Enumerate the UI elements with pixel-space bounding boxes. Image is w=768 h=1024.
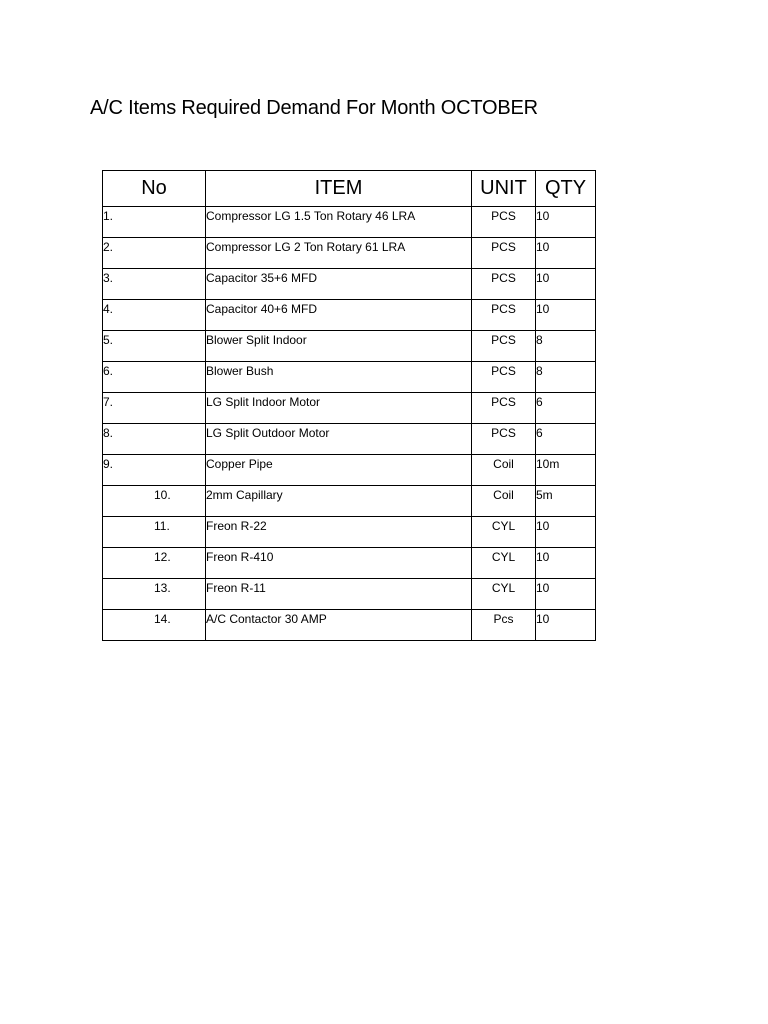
row-item: Compressor LG 2 Ton Rotary 61 LRA <box>206 238 472 269</box>
table-row <box>103 331 596 362</box>
table-row <box>103 207 596 238</box>
row-item: Freon R-410 <box>206 548 472 579</box>
row-qty: 10 <box>536 300 596 331</box>
row-item: Blower Bush <box>206 362 472 393</box>
row-item: Freon R-11 <box>206 579 472 610</box>
table-row <box>103 579 596 610</box>
document-title: A/C Items Required Demand For Month OCTOBER <box>90 97 538 119</box>
table-row <box>103 424 596 455</box>
row-unit: PCS <box>472 424 536 455</box>
row-item: Capacitor 35+6 MFD <box>206 269 472 300</box>
row-qty: 10 <box>536 238 596 269</box>
row-qty: 8 <box>536 331 596 362</box>
row-no: 10. <box>103 486 206 517</box>
row-qty: 10 <box>536 207 596 238</box>
row-no: 8. <box>103 424 206 455</box>
row-no: 3. <box>103 269 206 300</box>
table-row <box>103 300 596 331</box>
header-no: No <box>103 171 206 207</box>
row-unit: PCS <box>472 331 536 362</box>
table-row <box>103 393 596 424</box>
row-no: 1. <box>103 207 206 238</box>
row-item: Compressor LG 1.5 Ton Rotary 46 LRA <box>206 207 472 238</box>
row-no: 5. <box>103 331 206 362</box>
row-no: 11. <box>103 517 206 548</box>
row-no: 2. <box>103 238 206 269</box>
row-no: 7. <box>103 393 206 424</box>
items-table <box>102 170 596 641</box>
table-row <box>103 238 596 269</box>
row-qty: 10 <box>536 269 596 300</box>
row-qty: 10 <box>536 548 596 579</box>
header-item: ITEM <box>206 171 472 207</box>
row-qty: 8 <box>536 362 596 393</box>
row-unit: PCS <box>472 269 536 300</box>
row-no: 14. <box>103 610 206 641</box>
row-qty: 6 <box>536 424 596 455</box>
row-unit: Coil <box>472 486 536 517</box>
row-item: Freon R-22 <box>206 517 472 548</box>
table-row <box>103 486 596 517</box>
row-item: Capacitor 40+6 MFD <box>206 300 472 331</box>
row-item: 2mm Capillary <box>206 486 472 517</box>
table-row <box>103 362 596 393</box>
row-no: 12. <box>103 548 206 579</box>
row-no: 9. <box>103 455 206 486</box>
table-row <box>103 548 596 579</box>
row-qty: 10m <box>536 455 596 486</box>
row-qty: 6 <box>536 393 596 424</box>
row-item: Blower Split Indoor <box>206 331 472 362</box>
header-unit: UNIT <box>472 171 536 207</box>
row-no: 6. <box>103 362 206 393</box>
row-item: LG Split Indoor Motor <box>206 393 472 424</box>
row-qty: 10 <box>536 610 596 641</box>
row-unit: CYL <box>472 548 536 579</box>
row-item: Copper Pipe <box>206 455 472 486</box>
row-qty: 10 <box>536 579 596 610</box>
header-qty: QTY <box>536 171 596 207</box>
table-row <box>103 610 596 641</box>
row-unit: PCS <box>472 362 536 393</box>
row-qty: 5m <box>536 486 596 517</box>
row-item: A/C Contactor 30 AMP <box>206 610 472 641</box>
row-unit: CYL <box>472 517 536 548</box>
table-row <box>103 455 596 486</box>
row-item: LG Split Outdoor Motor <box>206 424 472 455</box>
row-unit: PCS <box>472 207 536 238</box>
row-unit: Coil <box>472 455 536 486</box>
row-unit: PCS <box>472 393 536 424</box>
table-header-row <box>103 171 596 207</box>
row-no: 13. <box>103 579 206 610</box>
table-row <box>103 269 596 300</box>
row-unit: PCS <box>472 300 536 331</box>
row-unit: PCS <box>472 238 536 269</box>
row-unit: Pcs <box>472 610 536 641</box>
table-row <box>103 517 596 548</box>
row-no: 4. <box>103 300 206 331</box>
row-qty: 10 <box>536 517 596 548</box>
row-unit: CYL <box>472 579 536 610</box>
